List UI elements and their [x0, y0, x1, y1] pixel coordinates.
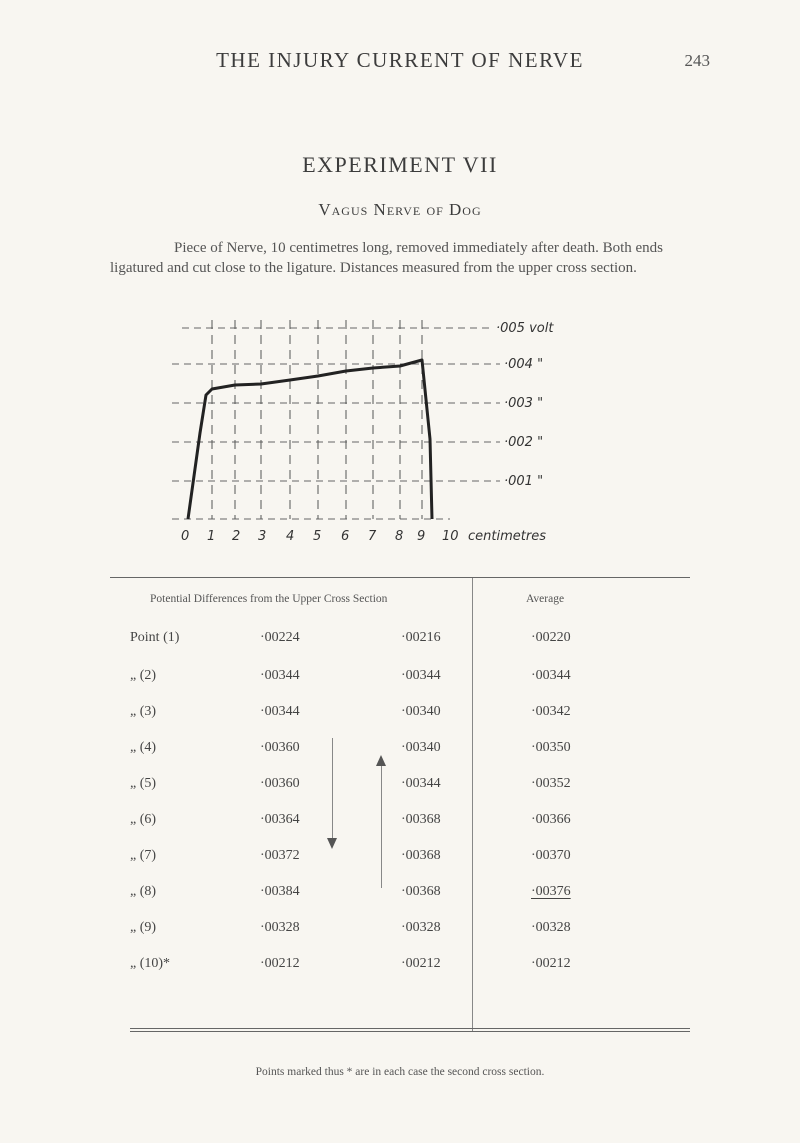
row-label: „ (8) — [130, 884, 157, 899]
row-value-2: ·00340 — [401, 704, 441, 719]
row-label: „ (3) — [130, 704, 157, 719]
row-value-2: ·00368 — [401, 812, 441, 827]
row-value-1: ·00372 — [260, 848, 300, 863]
x-unit-label: centimetres — [468, 529, 546, 544]
header-potential-differences: Potential Differences from the Upper Cross Section — [150, 593, 388, 605]
row-average: ·00350 — [531, 740, 571, 755]
row-value-1: ·00360 — [260, 776, 300, 791]
row-average: ·00212 — [531, 956, 571, 971]
bracket-right — [381, 766, 382, 888]
y-label-002: ·002 " — [504, 435, 544, 450]
x-tick-6: 6 — [341, 529, 350, 544]
x-tick-1: 1 — [207, 529, 216, 544]
row-value-2: ·00212 — [401, 956, 441, 971]
page-number: 243 — [684, 51, 710, 70]
row-average: ·00344 — [531, 668, 571, 683]
row-average: ·00342 — [531, 704, 571, 719]
row-label: „ (2) — [130, 668, 157, 683]
diagram-x-ticks — [181, 529, 546, 544]
diagram-svg — [160, 300, 620, 550]
bracket-left — [332, 738, 333, 840]
row-label: „ (4) — [130, 740, 157, 755]
row-value-2: ·00216 — [401, 630, 441, 645]
row-value-1: ·00344 — [260, 668, 300, 683]
x-tick-2: 2 — [232, 529, 241, 544]
row-value-2: ·00340 — [401, 740, 441, 755]
potential-curve — [188, 360, 432, 519]
x-tick-8: 8 — [395, 529, 404, 544]
row-value-1: ·00364 — [260, 812, 300, 827]
row-label: „ (7) — [130, 848, 157, 863]
row-value-2: ·00368 — [401, 848, 441, 863]
row-value-2: ·00344 — [401, 668, 441, 683]
diagram-verticals — [212, 320, 422, 519]
x-tick-10: 10 — [442, 529, 459, 544]
row-average: ·00376 — [531, 884, 571, 899]
experiment-subtitle: Vagus Nerve of Dog — [318, 200, 482, 219]
data-table — [110, 578, 690, 971]
row-average: ·00352 — [531, 776, 571, 791]
row-value-1: ·00384 — [260, 884, 300, 899]
row-label: „ (10)* — [130, 956, 171, 971]
page-header — [0, 48, 800, 78]
y-label-004: ·004 " — [504, 357, 544, 372]
x-tick-4: 4 — [286, 529, 295, 544]
table-bottom-rule-2 — [130, 1031, 690, 1032]
experiment-title: EXPERIMENT VII — [302, 152, 498, 177]
row-label: „ (6) — [130, 812, 157, 827]
row-value-1: ·00344 — [260, 704, 300, 719]
row-label: „ (5) — [130, 776, 157, 791]
row-average: ·00366 — [531, 812, 571, 827]
row-value-1: ·00360 — [260, 740, 300, 755]
diagram-y-labels — [496, 321, 554, 489]
x-tick-3: 3 — [258, 529, 267, 544]
row-value-1: ·00212 — [260, 956, 300, 971]
row-average: ·00328 — [531, 920, 571, 935]
table-header — [110, 578, 690, 620]
row-value-2: ·00368 — [401, 884, 441, 899]
diagram-gridlines — [172, 328, 500, 519]
running-title: THE INJURY CURRENT OF NERVE — [216, 48, 584, 72]
y-label-003: ·003 " — [504, 396, 544, 411]
row-label: Point (1) — [130, 630, 180, 645]
table-bottom-rule — [130, 1028, 690, 1029]
average-column-separator — [472, 578, 473, 1031]
experiment-description: Piece of Nerve, 10 centimetres long, removed immediately after death. Both ends ligatured and cut close to the ligature. Distances measured from the upper cross section. — [110, 240, 664, 276]
row-value-2: ·00344 — [401, 776, 441, 791]
x-tick-9: 9 — [417, 529, 426, 544]
arrow-down-icon — [326, 836, 338, 850]
table-footnote: Points marked thus * are in each case the second cross section. — [255, 1066, 545, 1078]
x-tick-7: 7 — [368, 529, 377, 544]
row-average: ·00220 — [531, 630, 571, 645]
y-label-001: ·001 " — [504, 474, 544, 489]
row-label: „ (9) — [130, 920, 157, 935]
row-value-2: ·00328 — [401, 920, 441, 935]
y-label-005: ·005 volt — [496, 321, 554, 336]
row-value-1: ·00328 — [260, 920, 300, 935]
arrow-up-icon — [375, 754, 387, 768]
potential-diagram — [160, 300, 620, 555]
x-tick-0: 0 — [181, 529, 190, 544]
row-average: ·00370 — [531, 848, 571, 863]
x-tick-5: 5 — [313, 529, 322, 544]
header-average: Average — [525, 593, 565, 605]
row-value-1: ·00224 — [260, 630, 300, 645]
